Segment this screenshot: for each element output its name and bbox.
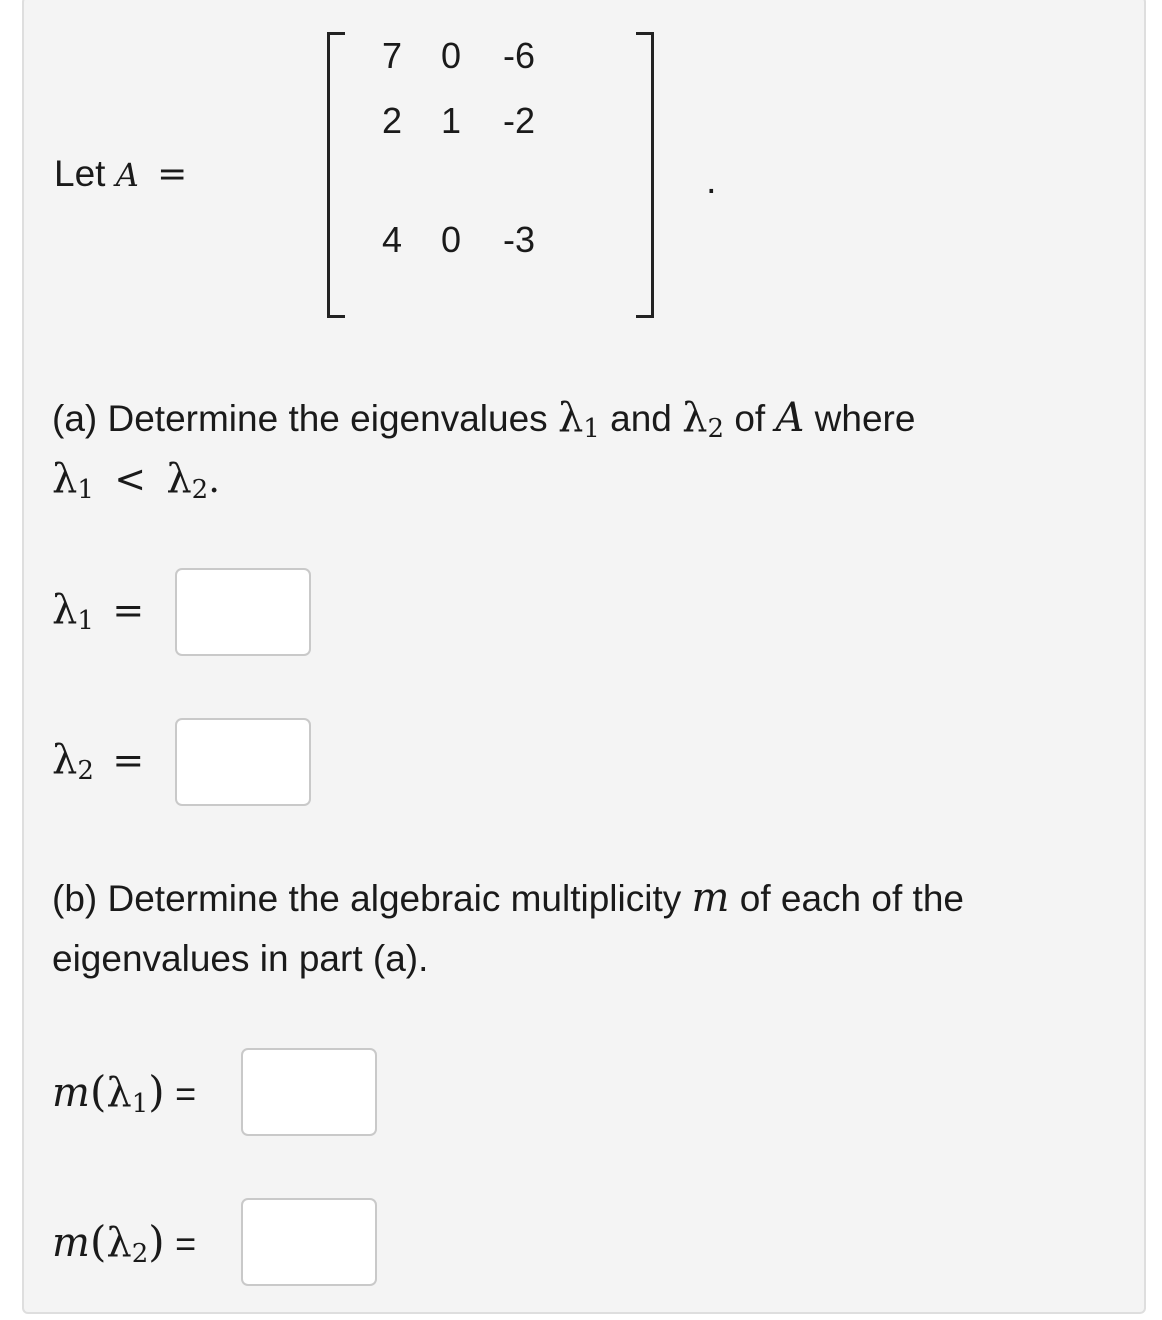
equals-sign: = — [175, 1223, 197, 1264]
lambda-symbol: λ — [682, 395, 708, 441]
let-label — [54, 152, 187, 197]
matrix-variable: A — [115, 156, 139, 194]
equals-sign: = — [112, 738, 145, 782]
equals-sign: = — [157, 154, 188, 195]
part-a-prefix: (a) Determine the eigenvalues — [52, 398, 548, 439]
lambda2-input[interactable] — [175, 718, 311, 806]
matrix-cell: 2 — [381, 100, 403, 141]
open-paren: ( — [89, 1217, 107, 1266]
matrix-cell: -6 — [502, 35, 535, 76]
close-paren: ) — [148, 1217, 165, 1266]
m-lambda2-input[interactable] — [241, 1198, 377, 1286]
matrix-cell: 0 — [440, 219, 462, 260]
multiplicity-symbol: m — [52, 1070, 90, 1116]
of-text: of — [734, 398, 766, 439]
lambda-symbol: λ — [557, 395, 584, 441]
lambda-symbol: λ — [106, 1070, 132, 1116]
m-lambda1-input[interactable] — [241, 1048, 377, 1136]
lambda-symbol: λ — [52, 456, 78, 502]
subscript: 2 — [191, 475, 209, 505]
subscript: 1 — [77, 606, 94, 636]
equals-sign: = — [175, 1073, 197, 1114]
matrix-cell: 0 — [440, 35, 462, 76]
lambda1-label — [52, 588, 144, 641]
matrix-right-bracket — [636, 32, 654, 318]
part-b-prefix: (b) Determine the algebraic multiplicity — [52, 878, 682, 919]
subscript: 1 — [77, 475, 94, 505]
lambda-symbol: λ — [106, 1220, 132, 1266]
m-lambda2-label — [52, 1218, 196, 1276]
lambda1-input[interactable] — [175, 568, 311, 656]
part-b-suffix: of each of the — [739, 878, 964, 919]
matrix-variable: A — [775, 395, 805, 441]
subscript: 1 — [583, 414, 600, 444]
let-text: Let — [54, 153, 106, 194]
matrix-left-bracket — [327, 32, 345, 318]
lambda-symbol: λ — [52, 587, 78, 633]
close-paren: ) — [148, 1067, 165, 1116]
lambda2-label — [52, 738, 144, 791]
matrix-cell: 4 — [381, 219, 403, 260]
subscript: 1 — [131, 1089, 149, 1119]
matrix-cell: 7 — [381, 35, 403, 76]
open-paren: ( — [89, 1067, 107, 1116]
part-a-question — [52, 388, 1122, 510]
less-than-sign: < — [114, 457, 147, 501]
where-text: where — [814, 398, 916, 439]
multiplicity-symbol: m — [52, 1220, 90, 1266]
lambda-symbol: λ — [166, 456, 192, 502]
subscript: 2 — [77, 756, 94, 786]
period: . — [208, 458, 220, 501]
m-lambda1-label — [52, 1068, 196, 1126]
subscript: 2 — [707, 414, 725, 444]
matrix-cell: -2 — [502, 100, 535, 141]
matrix-period: . — [706, 160, 717, 202]
equals-sign: = — [112, 588, 145, 632]
matrix-cell: 1 — [440, 100, 462, 141]
part-b-line2: eigenvalues in part (a). — [52, 938, 429, 979]
and-text: and — [610, 398, 672, 439]
part-b-question — [52, 868, 1122, 989]
lambda-symbol: λ — [52, 737, 78, 783]
subscript: 2 — [131, 1239, 149, 1269]
matrix-cell: -3 — [502, 219, 535, 260]
multiplicity-symbol: m — [691, 875, 730, 921]
